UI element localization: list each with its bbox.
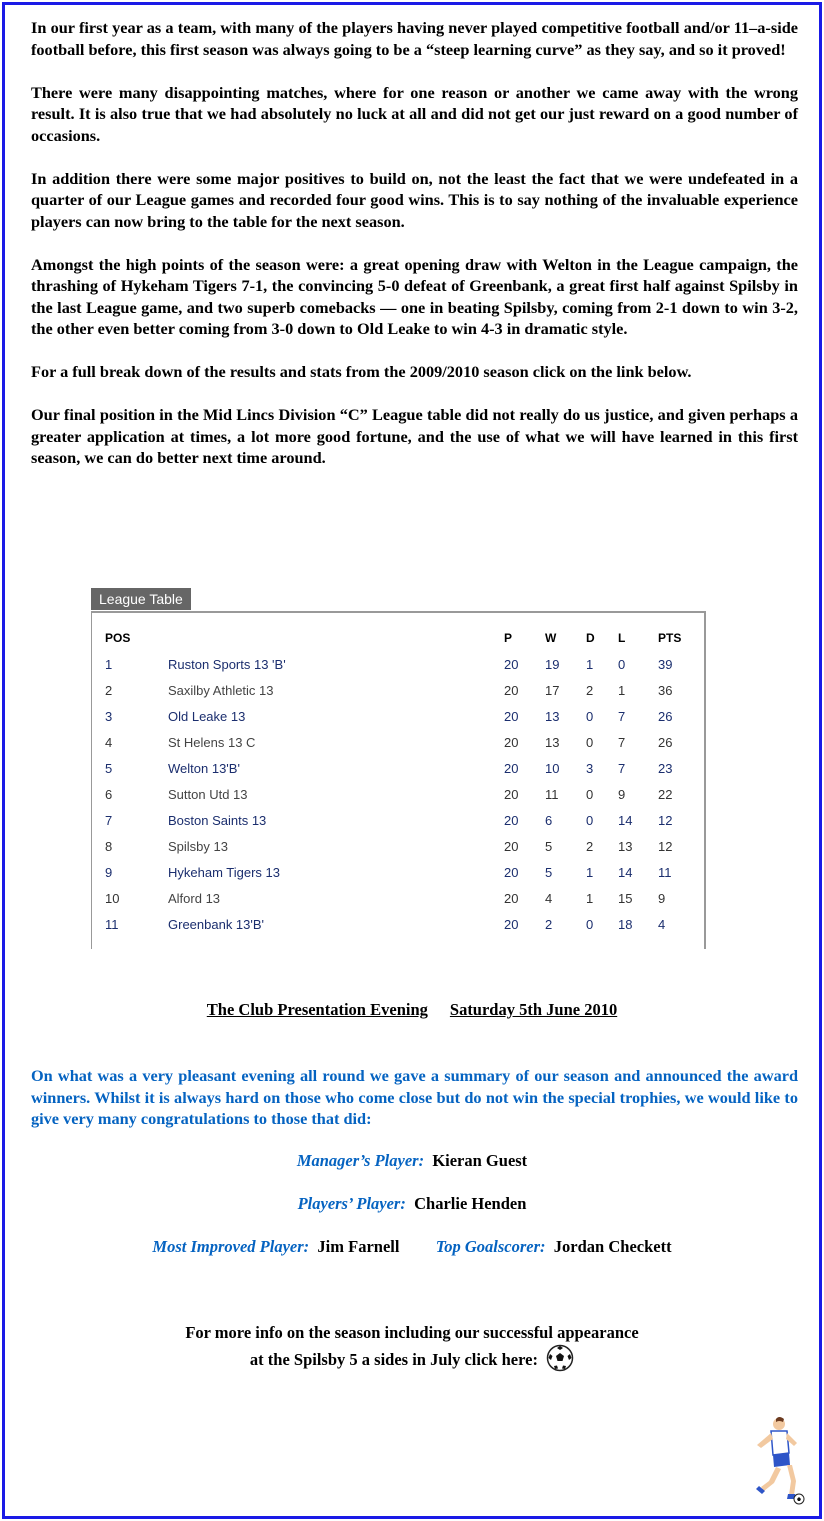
row-lost: 9 xyxy=(618,787,626,802)
row-pos: 8 xyxy=(105,839,113,854)
page-frame xyxy=(2,2,822,1519)
row-points: 26 xyxy=(658,709,673,724)
table-row xyxy=(92,759,704,779)
row-won: 10 xyxy=(545,761,560,776)
award-winner: Kieran Guest xyxy=(432,1151,528,1170)
header-drawn: D xyxy=(586,631,595,645)
award-improved-and-scorer xyxy=(5,1237,819,1257)
award-manager xyxy=(5,1151,819,1171)
row-won: 4 xyxy=(545,891,553,906)
row-lost: 7 xyxy=(618,761,626,776)
league-table-tab[interactable]: League Table xyxy=(91,588,191,610)
row-played: 20 xyxy=(504,787,519,802)
row-played: 20 xyxy=(504,891,519,906)
header-lost: L xyxy=(618,631,626,645)
row-points: 23 xyxy=(658,761,673,776)
presentation-heading xyxy=(5,1000,819,1020)
row-points: 11 xyxy=(658,865,672,880)
row-lost: 7 xyxy=(618,709,626,724)
award-label: Manager’s Player: xyxy=(296,1151,425,1170)
footballer-icon xyxy=(743,1415,809,1510)
row-pos: 5 xyxy=(105,761,113,776)
intro-paragraph: Amongst the high points of the season were: a great opening draw with Welton in the League campaign, the thrashing of Hykeham Tigers 7-1, the convincing 5-0 defeat of Greenbank, a great first half against Spilsby in the last League game, and two superb comebacks — one in beating Spilsby, coming from 2-1 down to win 3-2, the other even better coming from 3-0 down to Old Leake to win 4-3 in dramatic style. xyxy=(31,254,798,338)
header-pos: POS xyxy=(105,631,131,645)
row-lost: 18 xyxy=(618,917,633,932)
row-played: 20 xyxy=(504,761,519,776)
row-won: 19 xyxy=(545,657,560,672)
row-pos: 4 xyxy=(105,735,113,750)
row-pos: 2 xyxy=(105,683,113,698)
league-table-box xyxy=(91,611,706,949)
row-drawn: 0 xyxy=(586,787,594,802)
football-icon-graphic xyxy=(546,1344,574,1372)
row-won: 5 xyxy=(545,839,553,854)
row-played: 20 xyxy=(504,709,519,724)
table-row xyxy=(92,863,704,883)
header-won: W xyxy=(545,631,557,645)
award-players xyxy=(5,1194,819,1214)
team-link[interactable]: Greenbank 13'B' xyxy=(168,917,265,932)
row-pos: 9 xyxy=(105,865,113,880)
intro-paragraph: In our first year as a team, with many of the players having never played competitive football and/or 11–a-side football before, this first season was always going to be a “steep learning curve” as they say, and so it proved! xyxy=(31,18,798,59)
intro-paragraph: In addition there were some major positives to build on, not the least the fact that we were undefeated in a quarter of our League games and recorded four good wins. This is to say nothing of the invaluable experience players can now bring to the table for the next season. xyxy=(31,168,798,231)
row-pos: 6 xyxy=(105,787,113,802)
row-points: 26 xyxy=(658,735,673,750)
intro-paragraph: Our final position in the Mid Lincs Division “C” League table did not really do us justice, and given perhaps a greater application at times, a lot more good fortune, and the use of what we will have learned in this first season, we can do better next time around. xyxy=(31,405,798,467)
row-won: 17 xyxy=(545,683,560,698)
award-winner: Jordan Checkett xyxy=(553,1237,672,1256)
row-played: 20 xyxy=(504,865,519,880)
team-link[interactable]: Spilsby 13 xyxy=(168,839,228,854)
row-played: 20 xyxy=(504,813,519,828)
row-drawn: 0 xyxy=(586,735,594,750)
table-row xyxy=(92,707,704,727)
team-link[interactable]: Hykeham Tigers 13 xyxy=(168,865,280,880)
row-drawn: 0 xyxy=(586,709,594,724)
row-drawn: 3 xyxy=(586,761,594,776)
results-link-paragraph: For a full break down of the results and stats from the 2009/2010 season click on the link below. xyxy=(31,362,692,381)
table-row xyxy=(92,655,704,675)
row-lost: 14 xyxy=(618,865,633,880)
row-played: 20 xyxy=(504,735,519,750)
team-link[interactable]: Saxilby Athletic 13 xyxy=(168,683,274,698)
row-lost: 1 xyxy=(618,683,626,698)
table-row xyxy=(92,889,704,909)
row-lost: 14 xyxy=(618,813,633,828)
row-played: 20 xyxy=(504,839,519,854)
team-link[interactable]: Welton 13'B' xyxy=(168,761,240,776)
table-row xyxy=(92,811,704,831)
more-info xyxy=(5,1322,819,1378)
row-drawn: 1 xyxy=(586,865,594,880)
award-winner: Charlie Henden xyxy=(414,1194,527,1213)
table-row xyxy=(92,681,704,701)
row-drawn: 2 xyxy=(586,683,594,698)
award-label: Top Goalscorer: xyxy=(435,1237,546,1256)
table-row xyxy=(92,915,704,935)
row-played: 20 xyxy=(504,917,519,932)
team-link[interactable]: St Helens 13 C xyxy=(168,735,256,750)
more-info-line: For more info on the season including our successful appearance xyxy=(185,1323,639,1342)
presentation-title: The Club Presentation Evening xyxy=(206,1000,428,1019)
row-won: 11 xyxy=(545,787,559,802)
team-link[interactable]: Old Leake 13 xyxy=(168,709,246,724)
row-pos: 10 xyxy=(105,891,120,906)
team-link[interactable]: Ruston Sports 13 'B' xyxy=(168,657,286,672)
row-drawn: 0 xyxy=(586,917,594,932)
season-review-text xyxy=(31,17,798,490)
row-points: 12 xyxy=(658,813,673,828)
table-row xyxy=(92,837,704,857)
row-drawn: 1 xyxy=(586,657,594,672)
row-played: 20 xyxy=(504,683,519,698)
row-won: 6 xyxy=(545,813,553,828)
row-points: 22 xyxy=(658,787,673,802)
team-link[interactable]: Alford 13 xyxy=(168,891,221,906)
intro-paragraph: There were many disappointing matches, where for one reason or another we came away with the wrong result. It is also true that we had absolutely no luck at all and did not get our just reward on a good number of occasions. xyxy=(31,82,798,145)
league-table-header xyxy=(92,628,704,648)
row-points: 9 xyxy=(658,891,666,906)
row-won: 2 xyxy=(545,917,553,932)
row-pos: 11 xyxy=(105,917,119,932)
more-info-link-line xyxy=(5,1344,819,1378)
football-icon[interactable] xyxy=(546,1344,574,1378)
row-lost: 7 xyxy=(618,735,626,750)
row-points: 39 xyxy=(658,657,673,672)
row-points: 12 xyxy=(658,839,673,854)
row-won: 13 xyxy=(545,709,560,724)
table-row xyxy=(92,733,704,753)
row-pos: 3 xyxy=(105,709,113,724)
team-link[interactable]: Boston Saints 13 xyxy=(168,813,267,828)
award-label: Players’ Player: xyxy=(297,1194,406,1213)
row-drawn: 2 xyxy=(586,839,594,854)
more-info-text: at the Spilsby 5 a sides in July click here: xyxy=(249,1349,538,1369)
team-link[interactable]: Sutton Utd 13 xyxy=(168,787,248,802)
row-pos: 1 xyxy=(105,657,113,672)
row-drawn: 1 xyxy=(586,891,594,906)
row-played: 20 xyxy=(504,657,519,672)
presentation-summary: On what was a very pleasant evening all round we gave a summary of our season and announced the award winners. Whilst it is always hard on those who come close but do not win the special trophies, we would like to give very many congratulations to those that did: xyxy=(31,1066,798,1128)
row-won: 13 xyxy=(545,735,560,750)
footballer-graphic xyxy=(743,1415,809,1505)
row-lost: 13 xyxy=(618,839,633,854)
row-drawn: 0 xyxy=(586,813,594,828)
row-points: 36 xyxy=(658,683,673,698)
row-pos: 7 xyxy=(105,813,113,828)
league-table xyxy=(91,588,707,947)
presentation-date: Saturday 5th June 2010 xyxy=(449,1000,618,1019)
table-row xyxy=(92,785,704,805)
award-label: Most Improved Player: xyxy=(152,1237,310,1256)
row-lost: 15 xyxy=(618,891,633,906)
header-points: PTS xyxy=(658,631,682,645)
row-points: 4 xyxy=(658,917,666,932)
row-won: 5 xyxy=(545,865,553,880)
header-played: P xyxy=(504,631,513,645)
award-winner: Jim Farnell xyxy=(317,1237,400,1256)
row-lost: 0 xyxy=(618,657,626,672)
